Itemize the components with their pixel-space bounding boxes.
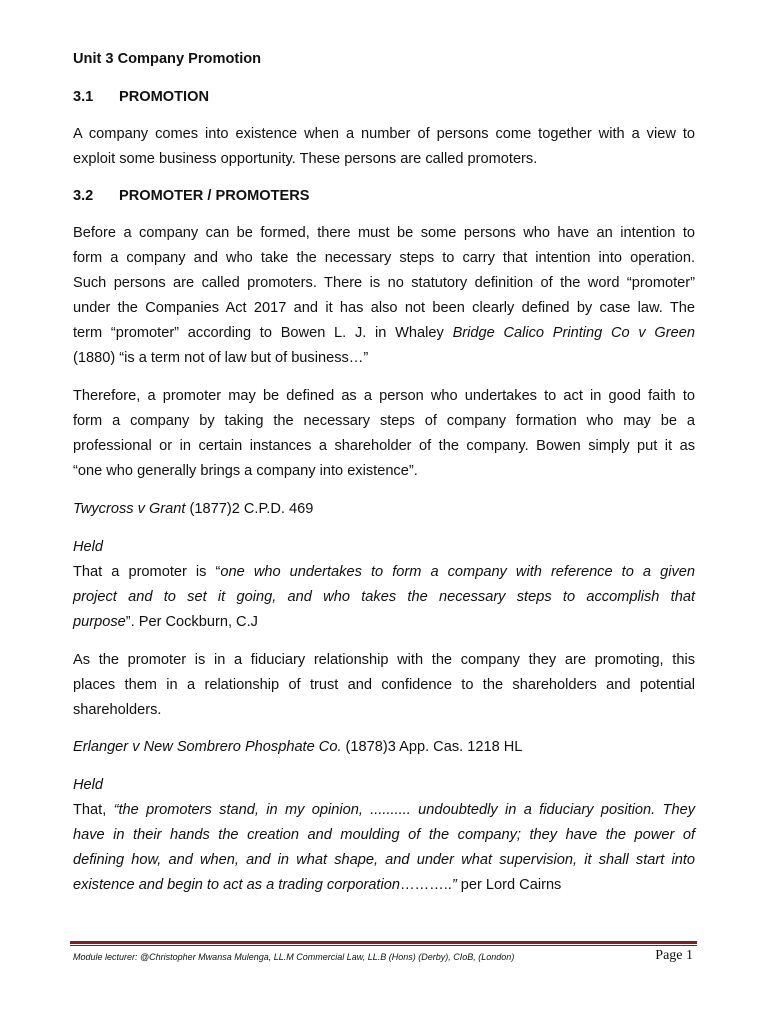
text-run: That a promoter is “ [73,564,221,580]
paragraph-line: Such persons are called promoters. There is no statutory definition of the word “promoter” [73,275,695,291]
footer-rule [70,945,697,946]
paragraph-line: under the Companies Act 2017 and it has also not been clearly defined by case law. The [73,300,695,316]
paragraph-line: have in their hands the creation and moulding of the company; they have the power of [73,827,695,843]
unit-title: Unit 3 Company Promotion [73,51,262,67]
section-number: 3.2 [73,188,94,204]
paragraph-line: A company comes into existence when a number of persons come together with a view to [73,126,695,142]
quote-run: existence and begin to act as a trading corporation [73,877,400,893]
paragraph-line: As the promoter is in a fiduciary relationship with the company they are promoting, this [73,652,695,668]
paragraph-line [73,614,695,630]
case-cite: (1878)3 App. Cas. 1218 HL [341,739,523,755]
page-number: Page 1 [655,948,693,963]
text-run: term “promoter” according to Bowen L. J. in Whaley [73,325,453,341]
paragraph-line: defining how, and when, and in what shape, and under what supervision, it shall start into [73,852,695,868]
paragraph-line: form a company by taking the necessary steps of company formation who may be a [73,413,695,429]
paragraph-line: places them in a relationship of trust and confidence to the shareholders and potential [73,677,695,693]
case-name: Bridge Calico Printing Co v Green [452,325,695,341]
section-number: 3.1 [73,89,94,105]
held-label: Held [73,777,104,793]
text-run: ”. Per Cockburn, C.J [125,614,258,630]
paragraph-line: “one who generally brings a company into existence”. [73,463,418,479]
paragraph-line: (1880) “is a term not of law but of business…” [73,350,369,366]
text-run: per Lord Cairns [456,877,562,893]
paragraph-line: project and to set it going, and who takes the necessary steps to accomplish that [73,589,695,605]
paragraph-line [73,325,695,341]
section-heading-3-1 [73,89,695,105]
paragraph-line: exploit some business opportunity. These persons are called promoters. [73,151,538,167]
quote-run: “the promoters stand, in my opinion, .......... undoubtedly in a fiduciary position. They [113,802,695,818]
case-name: Erlanger v New Sombrero Phosphate Co. [73,739,342,755]
paragraph-line [73,877,695,893]
paragraph-line: shareholders. [73,702,162,718]
section-title: PROMOTER / PROMOTERS [119,188,310,204]
case-citation [73,739,695,755]
paragraph-line [73,802,695,818]
text-run: ……….. [399,877,452,893]
section-heading-3-2 [73,188,695,204]
footer-lecturer: Module lecturer: @Christopher Mwansa Mulenga, LL.M Commercial Law, LL.B (Hons) (Derby), CIoB, (London) [73,952,515,962]
quote-run: one who undertakes to form a company with reference to a given [220,564,695,580]
quote-run: ” [451,877,457,893]
case-cite: (1877)2 C.P.D. 469 [185,501,314,517]
paragraph-line: form a company and who take the necessary steps to carry that intention into operation. [73,250,695,266]
paragraph-line: professional or in certain instances a shareholder of the company. Bowen simply put it as [73,438,695,454]
quote-run: purpose [73,614,126,630]
case-citation [73,501,695,517]
case-name: Twycross v Grant [73,501,186,517]
text-run: That, [73,802,114,818]
paragraph-line [73,564,695,580]
footer-rule [70,941,697,944]
section-title: PROMOTION [119,89,209,105]
paragraph-line: Therefore, a promoter may be defined as a person who undertakes to act in good faith to [73,388,695,404]
held-label: Held [73,539,104,555]
paragraph-line: Before a company can be formed, there must be some persons who have an intention to [73,225,695,241]
